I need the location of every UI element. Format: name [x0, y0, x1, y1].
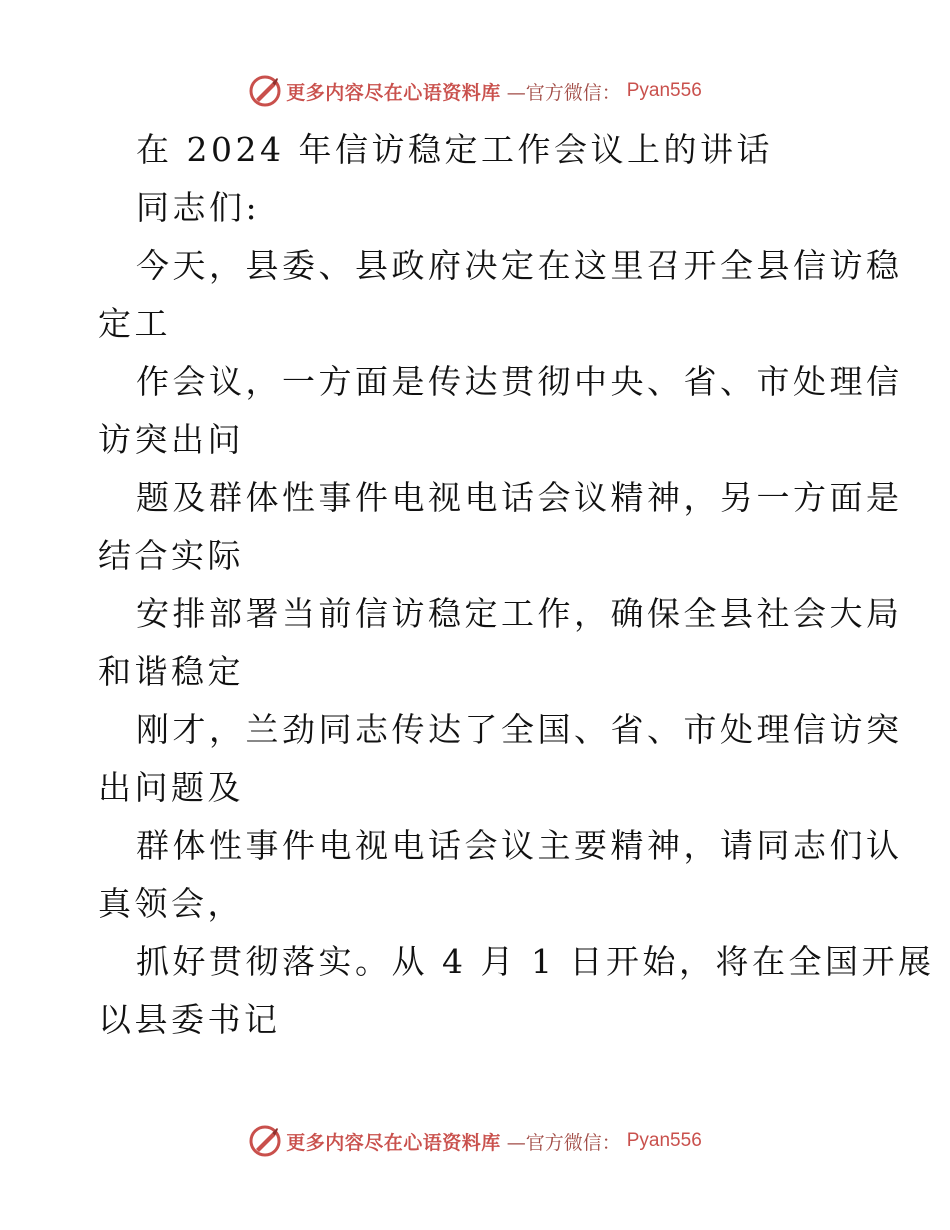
footer-banner-content — [248, 1124, 702, 1158]
paragraph-line: 刚才，兰劲同志传达了全国、省、市处理信访突 — [136, 710, 903, 749]
banner-slogan: 更多内容尽在心语资料库 — [286, 1131, 501, 1154]
banner-wechat-id: Pyan556 — [626, 80, 702, 101]
footer-banner — [0, 1121, 950, 1161]
banner-wechat-label: —官方微信： — [506, 1131, 621, 1154]
paragraph-line: 以县委书记 — [98, 1000, 281, 1039]
paragraph-line: 安排部署当前信访稳定工作，确保全县社会大局 — [136, 594, 903, 633]
paragraph-line: 访突出问 — [98, 420, 244, 459]
paragraph-line: 定工 — [98, 304, 171, 343]
paragraph-line: 题及群体性事件电视电话会议精神，另一方面是 — [136, 478, 903, 517]
paragraph-line: 作会议，一方面是传达贯彻中央、省、市处理信 — [136, 362, 903, 401]
banner-wechat-label: —官方微信： — [506, 81, 621, 104]
salutation: 同志们: — [136, 188, 261, 227]
banner-wechat-id: Pyan556 — [626, 1130, 702, 1151]
paragraph-line: 和谐稳定 — [98, 652, 244, 691]
quill-pen-logo-icon — [248, 74, 282, 108]
quill-pen-logo-icon — [248, 1124, 282, 1158]
paragraph-line: 真领会， — [98, 884, 244, 923]
document-body — [98, 121, 935, 1049]
header-banner — [0, 71, 950, 111]
paragraph-line: 今天，县委、县政府决定在这里召开全县信访稳 — [136, 246, 903, 285]
paragraph-line: 出问题及 — [98, 768, 244, 807]
paragraph-line: 群体性事件电视电话会议主要精神，请同志们认 — [136, 826, 903, 865]
paragraph-line: 抓好贯彻落实。从 4 月 1 日开始，将在全国开展 — [136, 942, 935, 981]
paragraph-line: 结合实际 — [98, 536, 244, 575]
header-banner-content — [248, 74, 702, 108]
banner-slogan: 更多内容尽在心语资料库 — [286, 81, 501, 104]
document-title: 在 2024 年信访稳定工作会议上的讲话 — [136, 130, 773, 169]
